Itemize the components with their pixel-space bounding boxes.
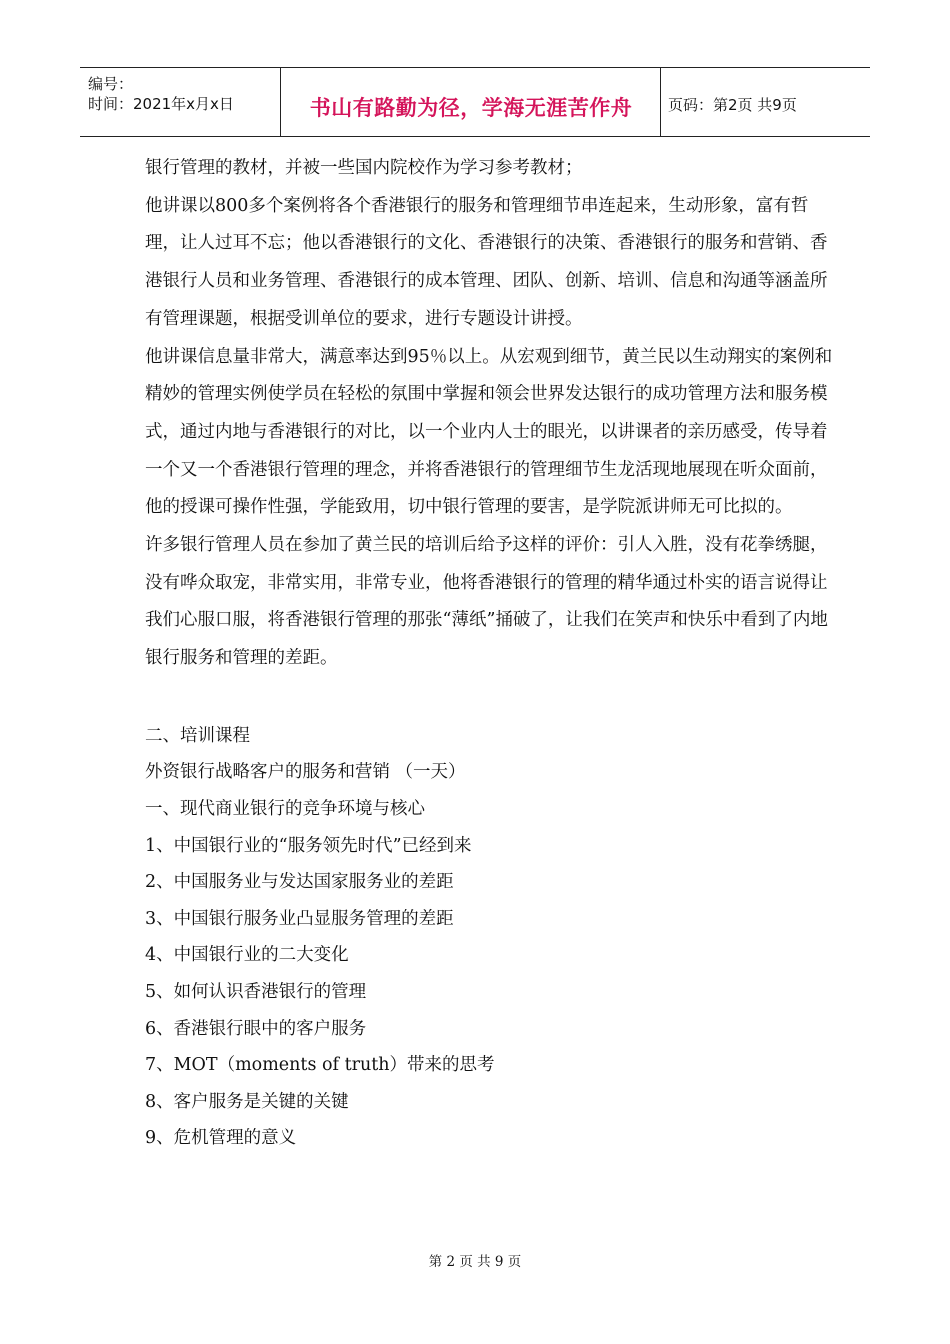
header-meta-cell [80, 68, 281, 136]
document-number-label: 编号： [88, 75, 134, 93]
section-heading: 二、培训课程 [145, 725, 250, 746]
header-motto-cell [282, 68, 661, 136]
list-item: 4、中国银行业的二大变化 [145, 945, 349, 966]
course-title: 外资银行战略客户的服务和营销 （一天） [145, 762, 466, 783]
list-item: 8、客户服务是关键的关键 [145, 1091, 349, 1112]
header-page-cell [662, 68, 870, 136]
list-item: 5、如何认识香港银行的管理 [145, 982, 367, 1002]
body-paragraph: 银行管理的教材，并被一些国内院校作为学习参考教材； [145, 158, 583, 178]
body-paragraph: 他讲课信息量非常大，满意率达到95％以上。从宏观到细节，黄兰民以生动翔实的案例和精妙的管理实例使学员在轻松的氛围中掌握和领会世界发达银行的成功管理方法和服务模式，通过内地与香港银行的对比，以一个业内人士的眼光，以讲课者的亲历感受，传导着一个又一个香港银行管理的理念，并将香港银行的管理细节生龙活现地展现在听众面前，他的授课可操作性强，学能致用，切中银行管理的要害，是学院派讲师无可比拟的。 [145, 346, 833, 518]
section-spacer [145, 678, 835, 718]
page-header [80, 67, 870, 137]
list-item: 2、中国服务业与发达国家服务业的差距 [145, 872, 454, 893]
list-item: 1、中国银行业的“服务领先时代”已经到来 [145, 835, 472, 856]
list-item: 3、中国银行服务业凸显服务管理的差距 [145, 908, 454, 929]
part-title: 一、现代商业银行的竞争环境与核心 [145, 799, 425, 820]
list-item: 9、危机管理的意义 [145, 1128, 297, 1149]
body-paragraph: 许多银行管理人员在参加了黄兰民的培训后给予这样的评价：引人入胜，没有花拳绣腿，没有哗众取宠，非常实用，非常专业，他将香港银行的管理的精华通过朴实的语言说得让我们心服口服，将香港银行管理的那张“薄纸”捅破了，让我们在笑声和快乐中看到了内地银行服务和管理的差距。 [145, 535, 828, 669]
header-page-label: 页码：第2页 共9页 [668, 96, 797, 114]
list-item: 7、MOT（moments of truth）带来的思考 [145, 1055, 495, 1076]
body-paragraph: 他讲课以800多个案例将各个香港银行的服务和管理细节串连起来，生动形象，富有哲理，让人过耳不忘；他以香港银行的文化、香港银行的决策、香港银行的服务和营销、香港银行人员和业务管理、香港银行的成本管理、团队、创新、培训、信息和沟通等涵盖所有管理课题，根据受训单位的要求，进行专题设计讲授。 [145, 195, 828, 329]
list-item: 6、香港银行眼中的客户服务 [145, 1018, 367, 1039]
header-motto: 书山有路勤为径，学海无涯苦作舟 [309, 96, 633, 120]
document-date-label: 时间：2021年x月x日 [88, 95, 234, 113]
document-body [145, 150, 835, 1157]
page-footer: 第 2 页 共 9 页 [428, 1254, 522, 1270]
